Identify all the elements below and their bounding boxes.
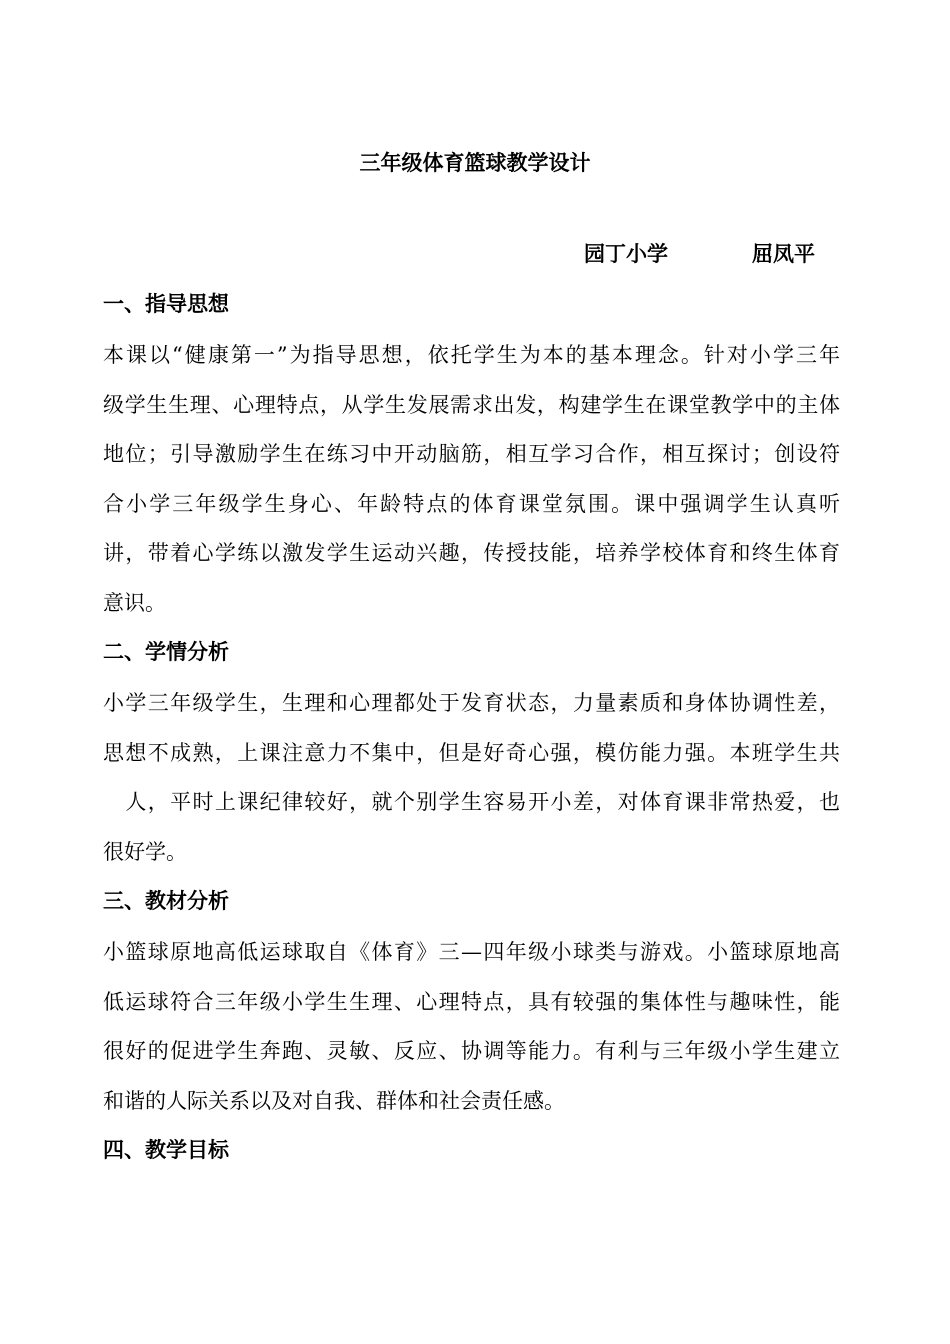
- paragraph-line: 级学生生理、心理特点，从学生发展需求出发，构建学生在课堂教学中的主体: [103, 392, 840, 417]
- paragraph-line: 地位；引导激励学生在练习中开动脑筋，相互学习合作，相互探讨；创设符: [103, 442, 840, 467]
- paragraph-line: 很好的促进学生奔跑、灵敏、反应、协调等能力。有利与三年级小学生建立: [103, 1039, 840, 1064]
- paragraph-line: 低运球符合三年级小学生生理、心理特点，具有较强的集体性与趣味性，能: [103, 989, 840, 1014]
- paragraph-line: 本课以“健康第一”为指导思想，依托学生为本的基本理念。针对小学三年: [103, 343, 840, 367]
- author-line: [584, 240, 815, 268]
- section-heading-teaching-goals: 四、教学目标: [103, 1138, 229, 1162]
- section-body-student-analysis: [103, 679, 840, 877]
- paragraph-line: 人，平时上课纪律较好，就个别学生容易开小差，对体育课非常热爱，也: [103, 790, 840, 815]
- paragraph-line: 小学三年级学生，生理和心理都处于发育状态，力量素质和身体协调性差，: [103, 691, 840, 715]
- section-body-material-analysis: [103, 928, 840, 1126]
- paragraph-line: 讲，带着心学练以激发学生运动兴趣，传授技能，培养学校体育和终生体育: [103, 541, 840, 566]
- section-heading-student-analysis: 二、学情分析: [103, 640, 229, 664]
- paragraph-line: 思想不成熟，上课注意力不集中，但是好奇心强，模仿能力强。本班学生共: [103, 740, 840, 765]
- paragraph-line: 很好学。: [103, 839, 187, 864]
- paragraph-line: 合小学三年级学生身心、年龄特点的体育课堂氛围。课中强调学生认真听: [103, 491, 840, 516]
- section-heading-material-analysis: 三、教材分析: [103, 889, 229, 913]
- author-name: 屈凤平: [752, 242, 815, 266]
- author-school: 园丁小学: [584, 242, 668, 266]
- paragraph-line: 意识。: [103, 590, 166, 615]
- document-title: 三年级体育篮球教学设计: [359, 151, 591, 175]
- paragraph-line: 小篮球原地高低运球取自《体育》三—四年级小球类与游戏。小篮球原地高: [103, 940, 840, 964]
- section-body-guiding-ideology: [103, 331, 840, 629]
- paragraph-line: 和谐的人际关系以及对自我、群体和社会责任感。: [103, 1088, 565, 1113]
- section-heading-guiding-ideology: 一、指导思想: [103, 292, 229, 316]
